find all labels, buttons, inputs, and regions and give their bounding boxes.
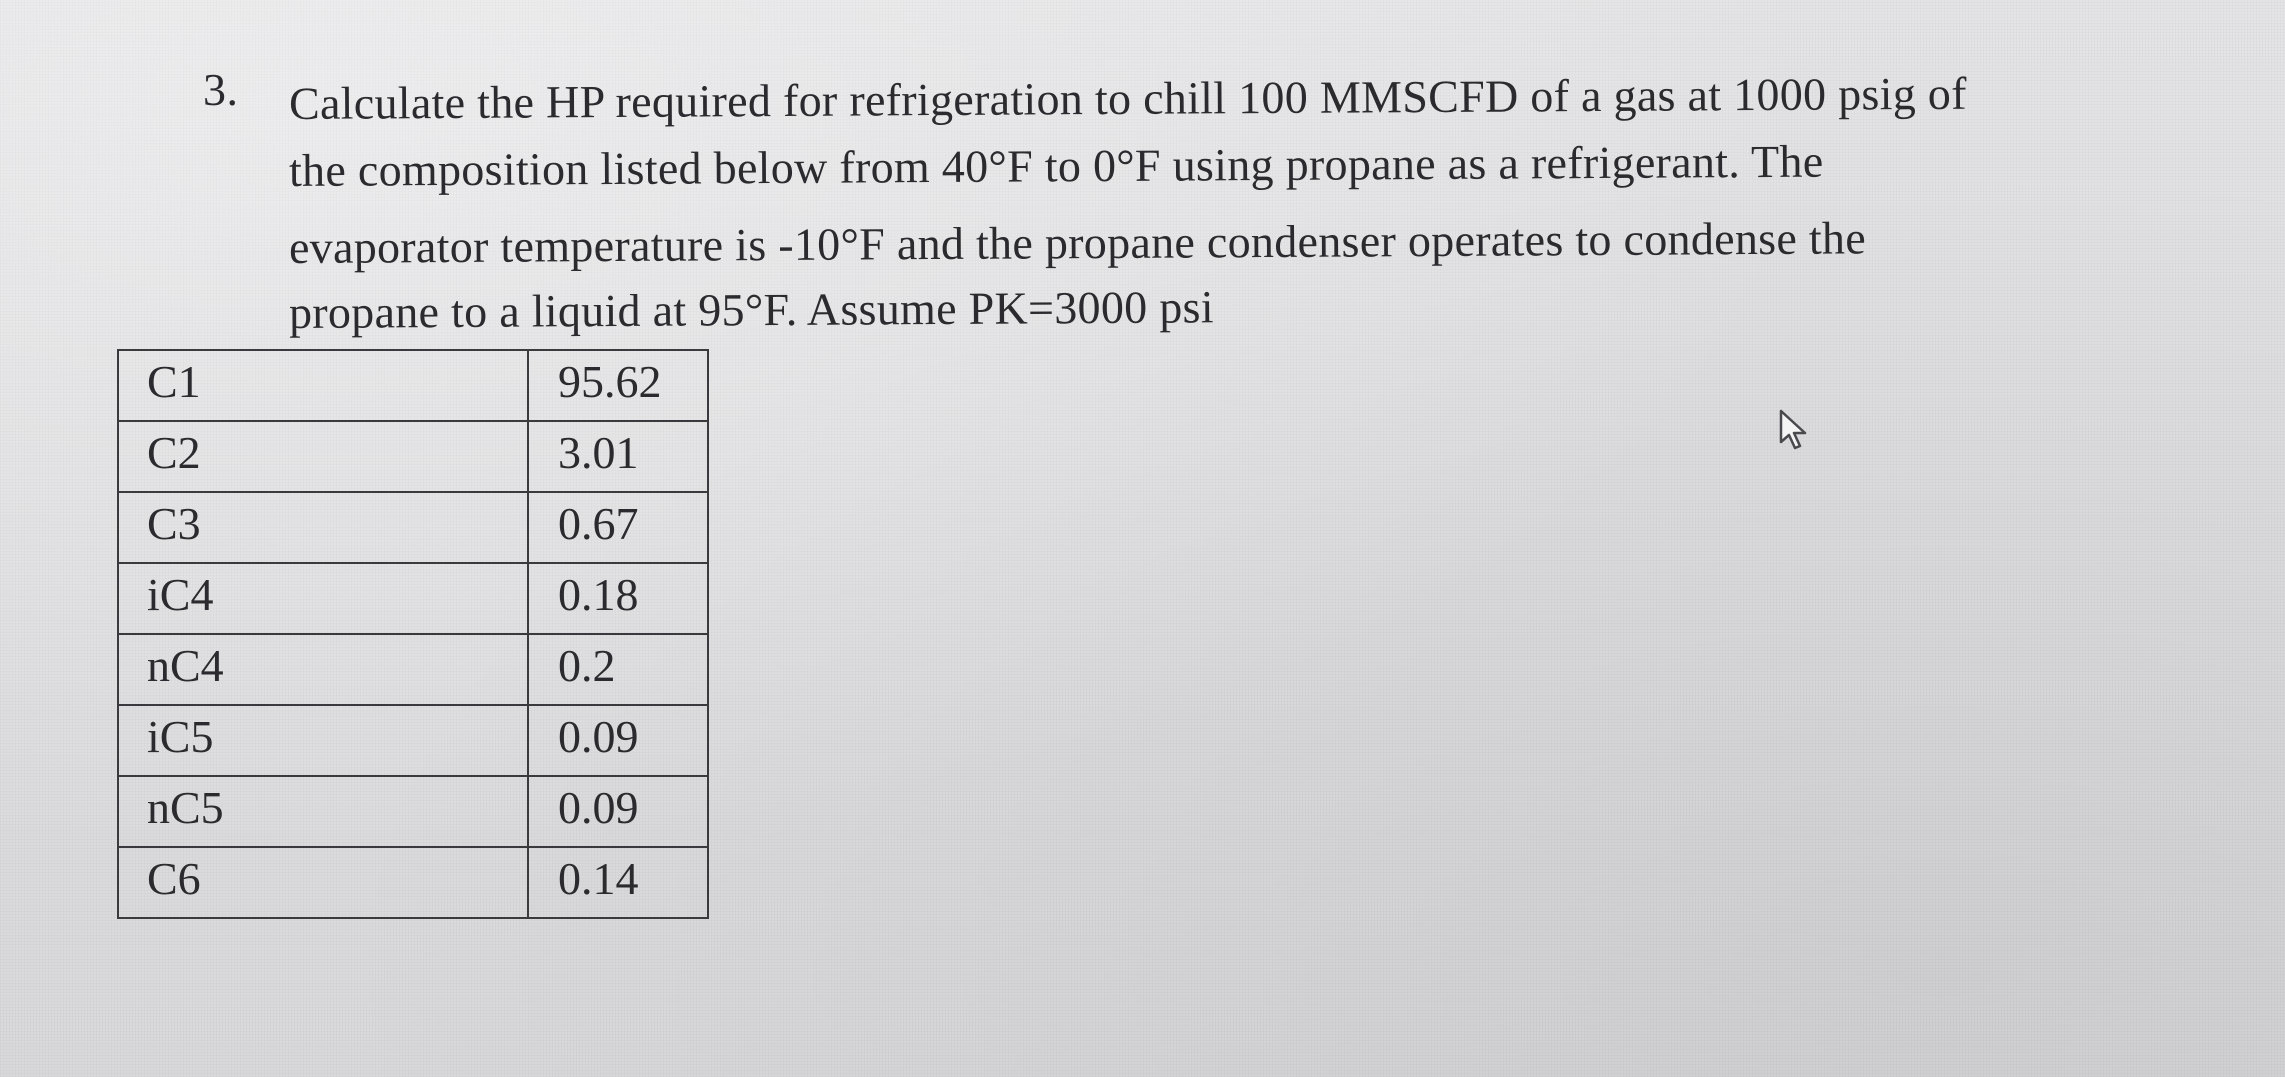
- table-row: [118, 563, 708, 634]
- component-cell: iC4: [118, 563, 528, 634]
- value-cell: 95.62: [528, 350, 708, 421]
- value-cell: 3.01: [528, 421, 708, 492]
- component-cell: iC5: [118, 705, 528, 776]
- problem-text-line: evaporator temperature is -10°F and the propane condenser operates to condense the: [288, 212, 1867, 273]
- component-cell: C1: [118, 350, 528, 421]
- table-row: [118, 421, 708, 492]
- table-row: [118, 847, 708, 918]
- value-cell: 0.14: [528, 847, 708, 918]
- table-row: [118, 634, 708, 705]
- table-row: [118, 350, 708, 421]
- table-row: [118, 705, 708, 776]
- component-cell: C6: [118, 847, 528, 918]
- mouse-pointer-icon: [1778, 408, 1810, 452]
- value-cell: 0.67: [528, 492, 708, 563]
- table-row: [118, 492, 708, 563]
- component-cell: nC5: [118, 776, 528, 847]
- component-cell: C2: [118, 421, 528, 492]
- component-cell: nC4: [118, 634, 528, 705]
- value-cell: 0.09: [528, 776, 708, 847]
- problem-text-line: the composition listed below from 40°F to 0°F using propane as a refrigerant. The: [288, 135, 1824, 196]
- table-row: [118, 776, 708, 847]
- value-cell: 0.09: [528, 705, 708, 776]
- problem-text-line: propane to a liquid at 95°F. Assume PK=3000 psi: [288, 281, 1215, 338]
- problem-text-line: Calculate the HP required for refrigeration to chill 100 MMSCFD of a gas at 1000 psig of: [288, 67, 1967, 129]
- problem-number: 3.: [203, 64, 239, 115]
- value-cell: 0.18: [528, 563, 708, 634]
- component-cell: C3: [118, 492, 528, 563]
- value-cell: 0.2: [528, 634, 708, 705]
- composition-table: [117, 349, 709, 919]
